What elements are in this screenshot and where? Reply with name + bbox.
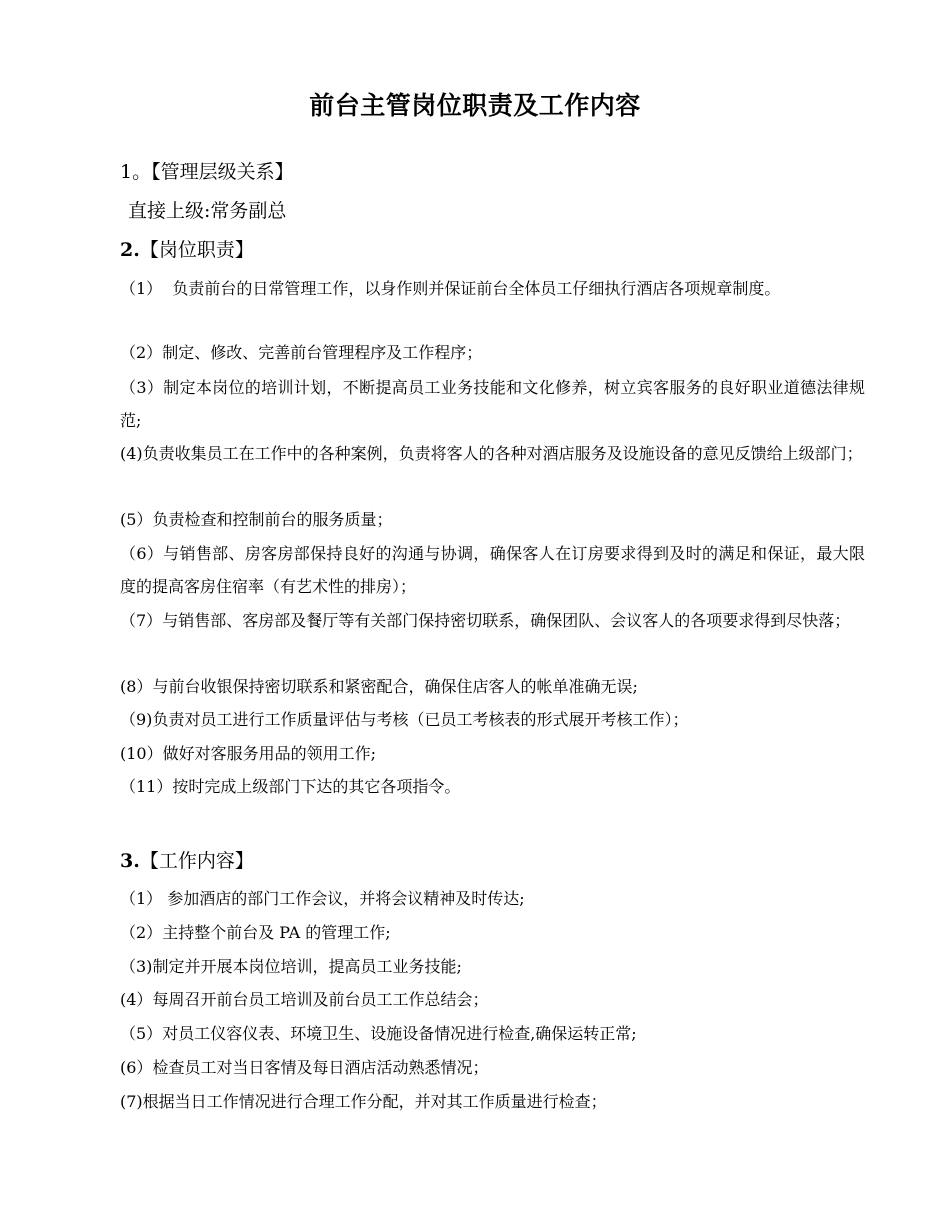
duty-item-11 [120,775,460,799]
item-text: 根据当日工作情况进行合理工作分配，并对其工作质量进行检查； [142,1092,607,1111]
item-text: 负责收集员工在工作中的各种案例，负责将客人的各种对酒店服务及设施设备的意见反馈给上级部门； [142,444,863,463]
duty-item-2 [120,341,482,365]
item-text: 制定并开展本岗位培训，提高员工业务技能; [152,957,462,976]
item-number: （9) [120,710,153,729]
item-number: (8） [120,677,153,696]
item-text: 制定、修改、完善前台管理程序及工作程序； [162,343,483,362]
item-number: （2） [120,343,163,362]
section-number: 3. [120,850,140,872]
item-number: (7) [120,1092,143,1111]
item-number: (4） [120,990,153,1009]
item-text: 与销售部、房客房部保持良好的沟通与协调，确保客人在订房要求得到及时的满足和保证，最大限度的提高客房住宿率（有艺术性的排房）； [120,544,865,596]
item-text: 制定本岗位的培训计划，不断提高员工业务技能和文化修养，树立宾客服务的良好职业道德法律规范; [120,378,865,430]
section-heading-hierarchy: 1。【管理层级关系】 [120,161,294,183]
document-title: 前台主管岗位职责及工作内容 [309,91,641,120]
item-text: 负责检查和控制前台的服务质量； [152,510,393,529]
duty-item-5 [120,508,392,532]
item-text: 与销售部、客房部及餐厅等有关部门保持密切联系，确保团队、会议客人的各项要求得到尽快落； [162,611,851,630]
item-text: 与前台收银保持密切联系和紧密配合，确保住店客人的帐单准确无误; [152,677,638,696]
duty-item-6 [120,537,865,603]
item-number: （2） [120,923,163,942]
item-text: 做好对客服务用品的领用工作; [162,744,377,763]
duty-item-1 [120,272,865,305]
section-number: 2. [120,239,140,261]
work-item-7 [120,1090,607,1114]
work-item-4 [120,988,488,1012]
item-number: （7） [120,611,163,630]
duty-item-8 [120,675,638,699]
item-text: 按时完成上级部门下达的其它各项指令。 [172,777,461,796]
section-title: 【工作内容】 [139,850,254,872]
work-item-6 [120,1056,488,1080]
duty-item-7 [120,604,865,637]
item-number: （3) [120,957,153,976]
duty-item-9 [120,708,688,732]
item-text: 参加酒店的部门工作会议，并将会议精神及时传达; [162,889,525,908]
item-text: 检查员工对当日客情及每日酒店活动熟悉情况； [152,1058,489,1077]
direct-superior-line: 直接上级:常务副总 [128,200,287,222]
item-text: 对员工仪容仪表、环境卫生、设施设备情况进行检查,确保运转正常; [162,1024,637,1043]
item-number: （11） [120,777,173,796]
item-number: （6） [120,544,164,563]
work-item-2 [120,921,391,945]
item-number: (6） [120,1058,153,1077]
item-number: (4) [120,444,143,463]
item-text: 主持整个前台及 PA 的管理工作; [162,923,391,942]
section-heading-work-content [120,847,254,875]
item-number: （1） [120,889,163,908]
duty-item-4 [120,437,865,470]
item-number: （3） [120,378,164,397]
work-item-5 [120,1022,637,1046]
item-number: (10） [120,744,163,763]
item-number: （1） [120,279,163,298]
section-title: 【岗位职责】 [139,239,254,261]
item-text: 每周召开前台员工培训及前台员工工作总结会； [152,990,489,1009]
item-number: (5） [120,510,153,529]
duty-item-10 [120,742,376,766]
item-number: （5） [120,1024,163,1043]
item-text: 负责对员工进行工作质量评估与考核（已员工考核表的形式展开考核工作）； [152,710,689,729]
duty-item-3 [120,371,865,437]
section-heading-duties [120,236,254,264]
work-item-3 [120,955,462,979]
item-text: 负责前台的日常管理工作，以身作则并保证前台全体员工仔细执行酒店各项规章制度。 [172,279,781,298]
work-item-1 [120,887,525,911]
